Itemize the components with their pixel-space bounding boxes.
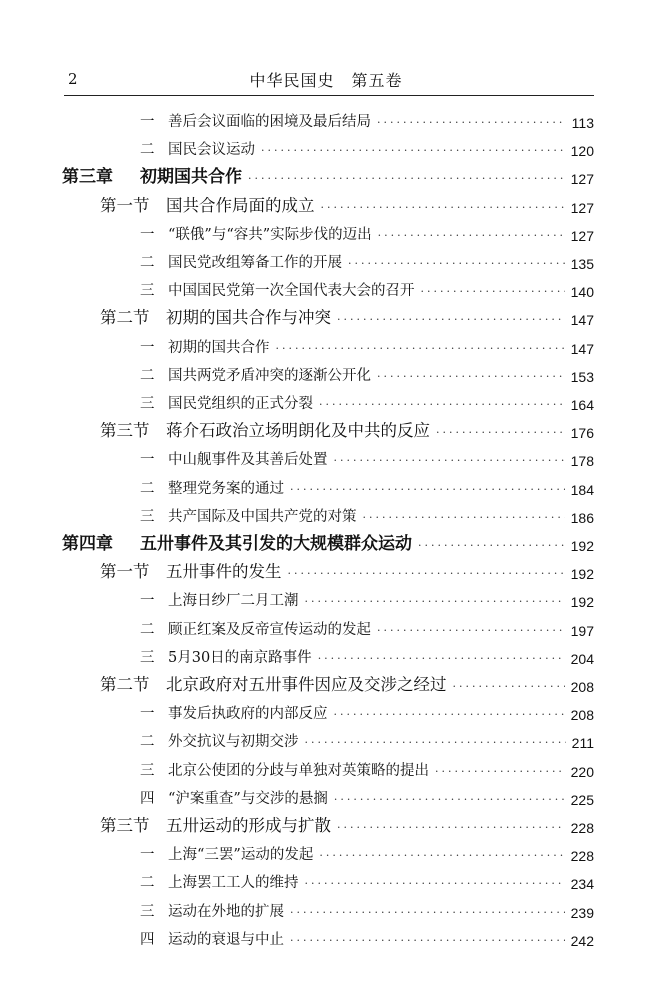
toc-entry-page: 127 xyxy=(570,171,594,188)
toc-entry-number: 第二节 xyxy=(100,675,150,694)
leader-dots xyxy=(321,202,565,213)
leader-dots xyxy=(348,258,565,269)
leader-dots xyxy=(290,484,565,495)
toc-entry-item xyxy=(140,582,594,610)
toc-entry-chapter xyxy=(62,526,594,554)
toc-entry-item xyxy=(140,780,594,808)
toc-entry-page: 197 xyxy=(570,622,594,639)
toc-entry-number: 二 xyxy=(140,875,155,892)
toc-entry-page: 147 xyxy=(570,312,594,329)
toc-entry-label xyxy=(140,223,372,244)
toc-entry-label xyxy=(140,702,328,723)
toc-entry-page: 208 xyxy=(570,679,594,695)
leader-dots xyxy=(363,512,565,523)
leader-dots xyxy=(319,399,565,410)
toc-entry-label xyxy=(140,138,255,159)
toc-entry-number: 三 xyxy=(140,508,155,525)
toc-entry-title: 运动在外地的扩展 xyxy=(168,903,284,920)
toc-entry-label xyxy=(140,843,313,864)
toc-entry-number: 二 xyxy=(140,734,155,751)
toc-entry-label xyxy=(100,417,430,441)
leader-dots xyxy=(319,850,564,861)
leader-dots xyxy=(334,455,565,466)
leader-dots xyxy=(418,540,565,551)
toc-entry-label xyxy=(140,448,328,469)
toc-entry-number: 三 xyxy=(140,762,155,779)
toc-entry-page: 164 xyxy=(570,397,594,413)
leader-dots xyxy=(377,625,565,636)
toc-entry-page: 192 xyxy=(570,538,594,554)
leader-dots xyxy=(305,737,566,748)
toc-entry-label xyxy=(100,812,331,836)
toc-entry-title: 国民党组织的正式分裂 xyxy=(168,396,313,412)
toc-entry-number: 二 xyxy=(140,480,155,497)
toc-entry-number: 第三节 xyxy=(100,816,150,835)
toc-entry-label xyxy=(100,671,447,695)
toc-entry-page: 113 xyxy=(571,115,594,131)
leader-dots xyxy=(288,568,565,579)
toc-entry-title: 初期的国共合作 xyxy=(168,339,270,356)
toc-entry-number: 一 xyxy=(140,226,155,243)
toc-entry-page: 147 xyxy=(570,340,594,357)
toc-entry-page: 239 xyxy=(570,904,594,921)
toc-entry-number: 二 xyxy=(140,255,155,271)
toc-entry-item xyxy=(140,921,594,949)
toc-entry-number: 四 xyxy=(140,790,155,807)
toc-entry-number: 三 xyxy=(140,283,155,300)
toc-entry-label xyxy=(140,900,284,921)
leader-dots xyxy=(248,173,565,184)
toc-entry-title: 五卅运动的形成与扩散 xyxy=(166,816,331,835)
toc-entry-label xyxy=(140,251,342,272)
toc-entry-title: 运动的衰退与中止 xyxy=(168,931,284,948)
toc-entry-number: 一 xyxy=(140,706,155,723)
toc-entry-title: 国民会议运动 xyxy=(168,142,255,159)
toc-entry-item xyxy=(140,131,594,159)
toc-entry-label xyxy=(140,730,299,751)
toc-entry-label xyxy=(140,505,357,526)
toc-entry-number: 第二节 xyxy=(100,308,150,328)
toc-entry-chapter xyxy=(62,159,594,187)
toc-entry-title: 初期国共合作 xyxy=(140,167,242,188)
toc-entry-section xyxy=(100,188,594,216)
toc-entry-label xyxy=(100,192,315,216)
toc-entry-item xyxy=(140,498,594,526)
leader-dots xyxy=(290,935,565,946)
leader-dots xyxy=(334,709,565,720)
leader-dots xyxy=(435,766,565,777)
toc-entry-label xyxy=(140,871,299,892)
toc-entry-page: 204 xyxy=(570,650,594,667)
toc-entry-item xyxy=(140,329,594,357)
toc-entry-label xyxy=(140,759,429,780)
toc-entry-page: 176 xyxy=(570,425,594,442)
toc-entry-label xyxy=(140,646,312,667)
toc-entry-title: 初期的国共合作与冲突 xyxy=(166,308,331,328)
toc-entry-number: 第四章 xyxy=(62,534,113,554)
toc-entry-page: 178 xyxy=(570,453,594,470)
toc-entry-title: 上海日纱厂二月工潮 xyxy=(168,593,299,610)
leader-dots xyxy=(377,371,565,382)
toc-entry-page: 127 xyxy=(570,227,594,244)
toc-entry-number: 一 xyxy=(140,593,155,610)
leader-dots xyxy=(436,427,565,438)
leader-dots xyxy=(337,822,565,833)
toc-entry-item xyxy=(140,695,594,723)
toc-entry-item xyxy=(140,272,594,300)
toc-entry-title: 顾正红案及反帝宣传运动的发起 xyxy=(168,621,371,638)
toc-entry-title: 共产国际及中国共产党的对策 xyxy=(168,508,357,525)
toc-entry-label xyxy=(140,477,284,498)
toc-entry-number: 一 xyxy=(140,847,155,864)
toc-entry-label xyxy=(100,304,331,328)
toc-entry-number: 一 xyxy=(140,339,155,356)
toc-entry-title: 5月30日的南京路事件 xyxy=(168,649,312,666)
toc-entry-label xyxy=(140,279,415,300)
toc-entry-number: 三 xyxy=(140,903,155,920)
toc-entry-title: 国民党改组筹备工作的开展 xyxy=(168,255,342,271)
running-header-title: 中华民国史 第五卷 xyxy=(249,71,403,90)
toc-entry-page: 140 xyxy=(570,284,594,301)
toc-entry-title: 事发后执政府的内部反应 xyxy=(168,706,328,723)
toc-entry-section xyxy=(100,300,594,328)
toc-entry-section xyxy=(100,554,594,582)
toc-entry-item xyxy=(140,639,594,667)
toc-entry-item xyxy=(140,441,594,469)
toc-entry-item xyxy=(140,470,594,498)
toc-entry-label xyxy=(140,928,284,949)
toc-entry-item xyxy=(140,103,594,131)
toc-entry-title: 上海“三罢”运动的发起 xyxy=(168,847,314,864)
leader-dots xyxy=(337,314,565,325)
leader-dots xyxy=(305,878,565,889)
toc-entry-page: 127 xyxy=(570,199,594,216)
leader-dots xyxy=(377,117,566,128)
toc-entry-title: 五卅事件及其引发的大规模群众运动 xyxy=(140,534,412,554)
toc-entry-item xyxy=(140,752,594,780)
toc-entry-item xyxy=(140,864,594,892)
toc-entry-page: 153 xyxy=(570,368,594,385)
toc-entry-item xyxy=(140,385,594,413)
toc-entry-title: 五卅事件的发生 xyxy=(166,562,282,582)
toc-entry-label xyxy=(62,162,242,187)
toc-entry-page: 220 xyxy=(570,763,594,780)
toc-entry-title: “沪案重查”与交涉的悬搁 xyxy=(168,790,328,807)
toc-entry-page: 208 xyxy=(570,707,594,724)
toc-entry-page: 234 xyxy=(570,876,594,893)
toc-entry-item xyxy=(140,611,594,639)
toc-entry-item xyxy=(140,723,594,751)
leader-dots xyxy=(318,653,565,664)
leader-dots xyxy=(261,145,565,156)
toc-entry-title: 善后会议面临的困境及最后结局 xyxy=(168,114,371,130)
page-number: 2 xyxy=(68,70,78,88)
toc-entry-number: 第一节 xyxy=(100,562,150,582)
toc-entry-number: 二 xyxy=(140,621,155,638)
toc-entry-title: 上海罢工工人的维持 xyxy=(168,875,299,892)
toc-entry-number: 二 xyxy=(140,142,155,159)
toc-entry-title: 外交抗议与初期交涉 xyxy=(168,734,299,751)
toc-entry-title: 北京公使团的分歧与单独对英策略的提出 xyxy=(168,762,429,779)
toc-entry-page: 184 xyxy=(570,481,594,498)
leader-dots xyxy=(378,230,565,241)
leader-dots xyxy=(453,681,565,692)
toc-entry-title: 中山舰事件及其善后处置 xyxy=(168,452,328,469)
leader-dots xyxy=(334,794,565,805)
toc-entry-title: “联俄”与“容共”实际步伐的迈出 xyxy=(168,226,372,243)
leader-dots xyxy=(305,596,565,607)
toc-entry-item xyxy=(140,893,594,921)
toc-entry-item xyxy=(140,836,594,864)
toc-entry-label xyxy=(140,787,328,808)
toc-entry-label xyxy=(62,529,412,554)
toc-entry-page: 186 xyxy=(570,509,594,526)
toc-entry-page: 192 xyxy=(570,566,594,583)
toc-entry-section xyxy=(100,413,594,441)
toc-entry-number: 二 xyxy=(140,367,155,384)
toc-entry-label xyxy=(140,618,371,639)
toc-entry-item xyxy=(140,244,594,272)
toc-entry-title: 国共合作局面的成立 xyxy=(166,195,315,215)
toc-entry-number: 四 xyxy=(140,931,155,948)
leader-dots xyxy=(276,343,565,354)
toc-entry-number: 第三节 xyxy=(100,421,150,441)
toc-entry-section xyxy=(100,808,594,836)
toc-entry-page: 120 xyxy=(570,143,594,160)
leader-dots xyxy=(290,907,565,918)
toc-entry-title: 北京政府对五卅事件因应及交涉之经过 xyxy=(166,675,447,694)
toc-entry-label xyxy=(140,589,299,610)
toc-entry-item xyxy=(140,357,594,385)
toc-entry-page: 211 xyxy=(571,735,594,752)
toc-entry-label xyxy=(140,110,371,131)
toc-entry-number: 第一节 xyxy=(100,195,150,215)
toc-entry-number: 一 xyxy=(140,114,155,130)
toc-entry-item xyxy=(140,216,594,244)
toc-entry-number: 一 xyxy=(140,452,155,469)
toc-entry-number: 三 xyxy=(140,649,155,666)
toc-entry-label xyxy=(140,392,313,413)
toc-entry-page: 135 xyxy=(570,256,594,272)
toc-entry-title: 中国国民党第一次全国代表大会的召开 xyxy=(168,283,415,300)
toc-entry-label xyxy=(140,336,270,357)
toc-entry-page: 228 xyxy=(570,848,594,865)
toc-entry-title: 蒋介石政治立场明朗化及中共的反应 xyxy=(166,421,430,441)
toc-entry-label xyxy=(100,558,282,582)
leader-dots xyxy=(421,286,565,297)
toc-entry-section xyxy=(100,667,594,695)
toc-entry-page: 242 xyxy=(570,932,594,949)
header-rule xyxy=(64,95,594,96)
toc-entry-page: 225 xyxy=(570,791,594,808)
toc-entry-number: 三 xyxy=(140,396,155,412)
toc-entry-number: 第三章 xyxy=(62,167,113,188)
toc-entry-label xyxy=(140,364,371,385)
toc-entry-page: 192 xyxy=(570,594,594,611)
toc-entry-page: 228 xyxy=(570,820,594,836)
toc-entry-title: 国共两党矛盾冲突的逐渐公开化 xyxy=(168,367,371,384)
toc-entry-title: 整理党务案的通过 xyxy=(168,480,284,497)
